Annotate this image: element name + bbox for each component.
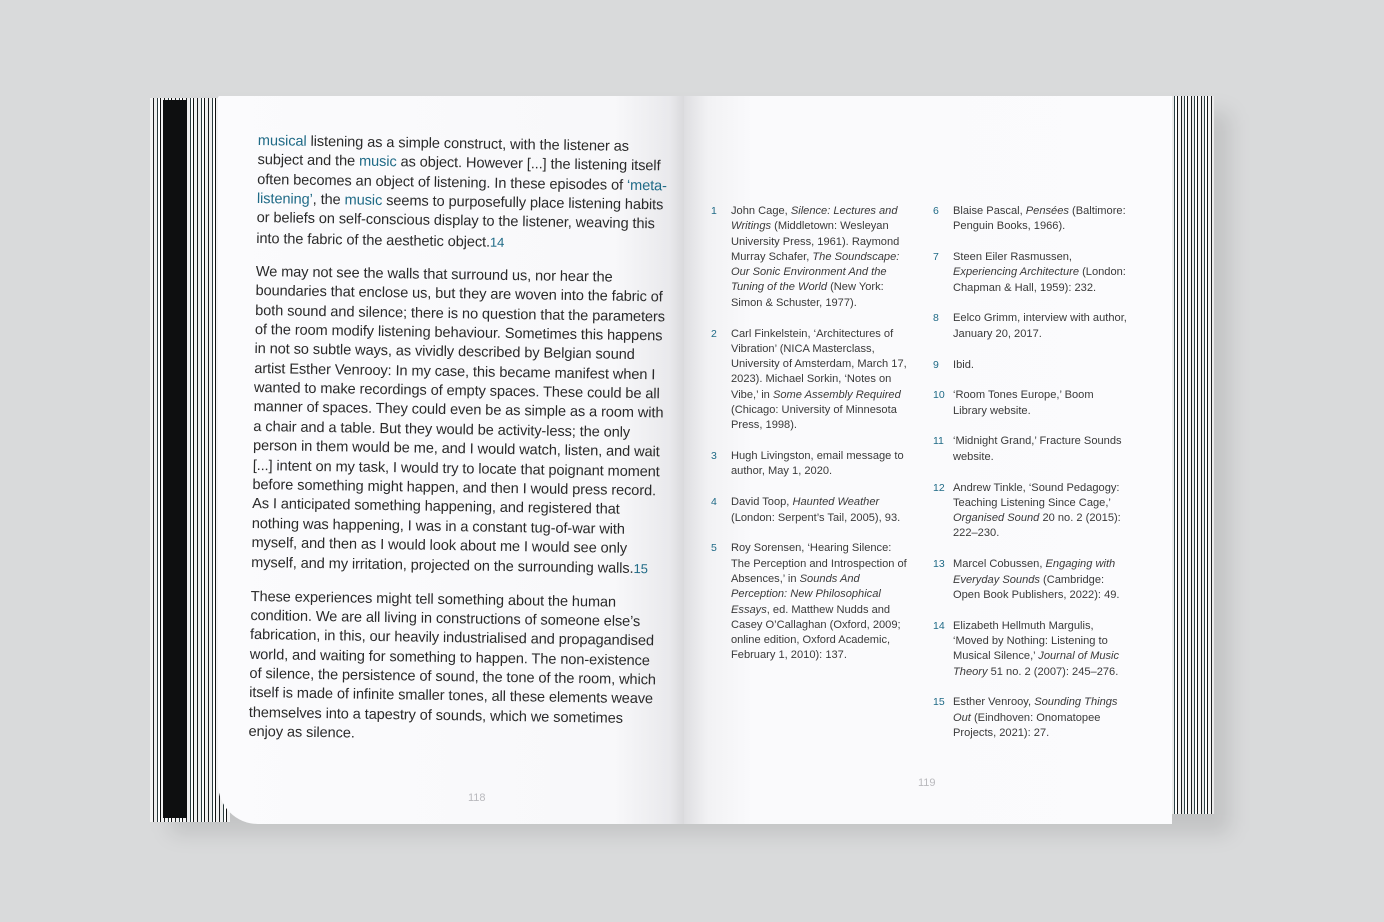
endnote-title: Engaging with Everyday Sounds (953, 558, 1116, 586)
endnote-number: 12 (933, 481, 945, 494)
text-run: as object. However [...] the listening itself often becomes an object of listening. In these episodes of (257, 154, 661, 194)
folio-right: 119 (918, 777, 936, 789)
endnote-text: Elizabeth Hellmuth Margulis, ‘Moved by Nothing: Listening to Musical Silence,’ (953, 619, 1108, 663)
endnote-text: (London: Chapman & Hall, 1959): 232. (953, 266, 1126, 294)
endnote-title: Silence: Lectures and Writings (731, 205, 898, 233)
endnote-number: 2 (711, 327, 717, 340)
footnote-reference: 14 (489, 234, 505, 250)
endnote-text: (London: Serpent’s Tail, 2005), 93. (731, 511, 901, 524)
endnote-number: 10 (933, 389, 945, 402)
endnote-number: 14 (933, 619, 945, 632)
endnote (933, 358, 1129, 373)
endnote-text: 20 no. 2 (2015): 222–230. (953, 512, 1121, 540)
endnote (933, 557, 1129, 603)
endnote-title: Pensées (1025, 205, 1069, 217)
endnote-number: 11 (933, 435, 944, 448)
endnote (711, 541, 907, 663)
text-run: seems to purposefully place listening habits or beliefs on self-conscious display to the listener, weaving this into the fabric of the aesthetic object. (256, 192, 664, 251)
endnote-title: Experiencing Architecture (953, 266, 1079, 279)
folio-left: 118 (468, 792, 486, 804)
endnote-title: Organised Sound (953, 512, 1040, 525)
text-run: listening as a simple construct, with the listener as subject and the (257, 133, 630, 170)
endnote-number: 13 (933, 558, 945, 571)
endnote (933, 481, 1129, 542)
highlighted-term: musical (257, 132, 307, 150)
endnote-text: Blaise Pascal, (953, 205, 1026, 217)
cover-edge-left (163, 100, 187, 818)
endnote-title: Haunted Weather (792, 496, 880, 509)
endnote-number: 7 (933, 251, 939, 264)
footnote-reference: 15 (633, 561, 648, 577)
endnote-number: 9 (933, 358, 939, 371)
highlighted-term: music (344, 192, 383, 209)
endnote-text: 51 no. 2 (2007): 245–276. (987, 665, 1119, 678)
endnote-title: Some Assembly Required (772, 388, 901, 401)
endnote-text: Carl Finkelstein, ‘Architectures of Vibration’ (NICA Masterclass, University of Amsterdam, March 17, 2023). Michael Sorkin, ‘Notes on Vibe,’ in (731, 327, 907, 401)
endnote-text: Eelco Grimm, interview with author, January 20, 2017. (953, 312, 1127, 340)
endnote (933, 204, 1129, 235)
endnote-number: 4 (711, 496, 717, 509)
endnote-text: ‘Room Tones Europe,’ Boom Library website. (953, 389, 1094, 417)
text-run: , the (312, 191, 345, 209)
highlighted-term: music (358, 153, 397, 171)
endnote-text: Esther Venrooy, (953, 696, 1035, 709)
endnote (933, 311, 1129, 342)
body-paragraph (248, 588, 662, 749)
endnote-text: Marcel Cobussen, (953, 558, 1046, 571)
endnote (711, 495, 907, 526)
endnote-text: Roy Sorensen, ‘Hearing Silence: The Perception and Introspection of Absences,’ in (731, 542, 907, 585)
endnote (933, 619, 1129, 680)
endnote-text: Steen Eiler Rasmussen, (953, 251, 1073, 264)
endnote (711, 327, 907, 434)
endnote-text: Ibid. (953, 358, 974, 371)
endnote-number: 6 (933, 205, 939, 217)
endnote (711, 204, 907, 311)
endnote-text: (Chicago: University of Minnesota Press, 1998). (731, 404, 897, 432)
endnote-text: (Baltimore: Penguin Books, 1966). (953, 205, 1126, 233)
endnotes-column-2 (933, 204, 1129, 757)
endnote (933, 388, 1129, 419)
endnote-number: 15 (933, 696, 945, 709)
endnote-text: Andrew Tinkle, ‘Sound Pedagogy: Teaching Listening Since Cage,’ (953, 481, 1120, 509)
endnote-title: Sounding Things Out (953, 696, 1118, 724)
endnote-number: 3 (711, 450, 717, 463)
endnote-number: 1 (711, 205, 717, 217)
highlighted-term: ‘meta-listening’ (256, 177, 668, 208)
text-run: We may not see the walls that surround us, nor hear the boundaries that enclose us, but they are woven into the fabric of both sound and silence; there is no question that the parameters of the room modify listening behaviour. Sometimes this happens in not so subtle ways, as vividly described by Belgian sound artist Esther Venrooy: In my case, this became manifest when I wanted to make recordings of empty spaces. These could be all manner of spaces. They could even be as simple as a room with a chair and a table. But they would be activity-less; the only person in them would be me, and I would watch, listen, and wait [...] intent on my task, I would try to locate that poignant moment before something might happen, and then I would press record. As I anticipated something happening, and registered that nothing was happening, I was in a constant tug-of-war with myself, and then as I would look about me I would see only myself, and my irritation, projected on the surrounding walls. (251, 264, 666, 578)
endnote (933, 434, 1129, 465)
endnotes-column-1 (711, 204, 907, 679)
endnote-number: 5 (711, 542, 717, 555)
body-paragraph (256, 132, 670, 256)
endnote-text: , ed. Matthew Nudds and Casey O’Callaghan (Oxford, 2009; online edition, Oxford Academic, February 1, 2010): 137. (731, 603, 901, 662)
endnote-title: Journal of Music Theory (953, 650, 1120, 678)
page-edges-right (1168, 96, 1214, 814)
endnote-text: Hugh Livingston, email message to author, May 1, 2020. (731, 450, 904, 478)
body-text (248, 132, 670, 763)
endnote-text: (Eindhoven: Onomatopee Projects, 2021): 27. (953, 711, 1101, 739)
endnote-title: The Soundscape: Our Sonic Environment And the Tuning of the World (731, 250, 900, 294)
text-run: These experiences might tell something about the human condition. We are all living in constructions of someone else’s fabrication, in this, our heavily industrialised and propagandised world, and waiting for something to happen. The non-existence of silence, the persistence of sound, the tone of the room, which itself is made of infinite smaller tones, all these elements weave themselves into a tapestry of sounds, which we sometimes enjoy as silence. (248, 588, 657, 742)
endnote (711, 449, 907, 480)
endnote-text: (Middletown: Wesleyan University Press, 1961). Raymond Murray Schafer, (731, 220, 900, 263)
endnote (933, 695, 1129, 741)
endnote-text: John Cage, (731, 205, 791, 217)
endnote (933, 250, 1129, 296)
endnote-text: (Cambridge: Open Book Publishers, 2022): 49. (953, 573, 1120, 601)
endnote-text: ‘Midnight Grand,’ Fracture Sounds website. (953, 435, 1122, 463)
endnote-title: Sounds And Perception: New Philosophical Essays (731, 572, 881, 616)
endnote-text: (New York: Simon & Schuster, 1977). (731, 281, 884, 309)
endnote-text: David Toop, (731, 496, 793, 509)
body-paragraph (251, 263, 668, 580)
endnote-number: 8 (933, 312, 939, 325)
